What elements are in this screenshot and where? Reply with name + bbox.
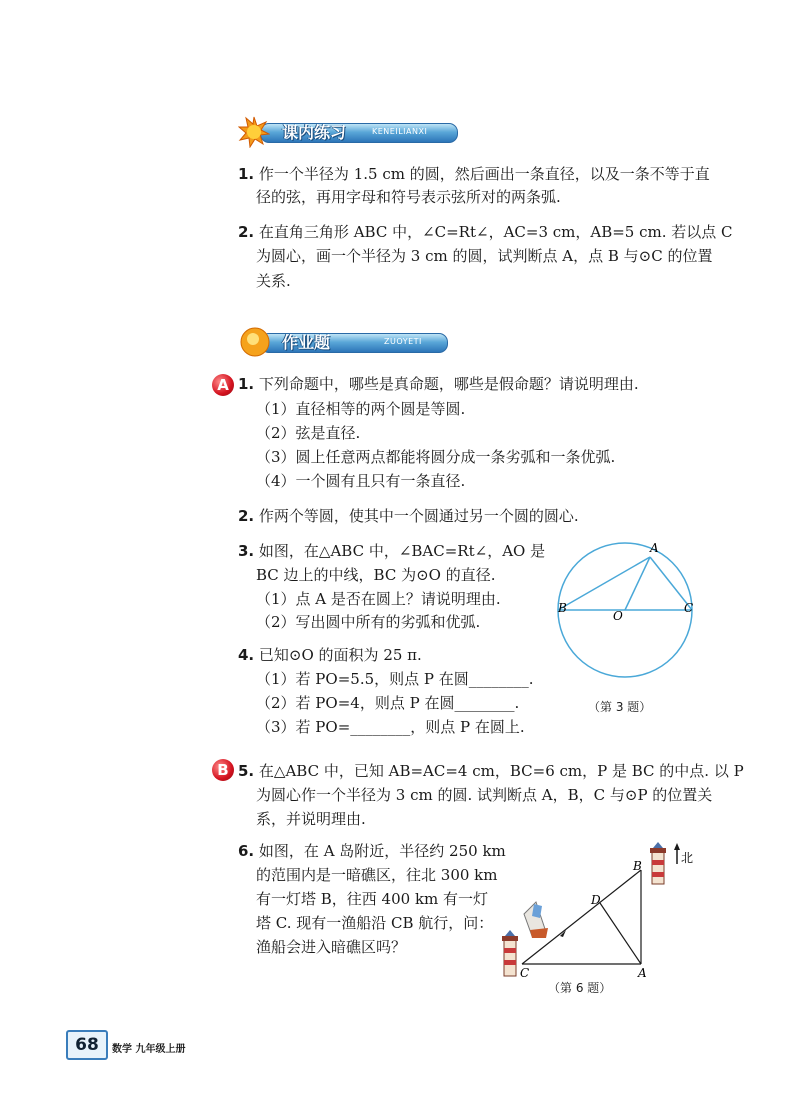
problem-1-line-1 xyxy=(238,373,639,395)
label-a: A xyxy=(638,966,647,980)
exercise-number: 2. xyxy=(238,223,255,241)
problem-3-sub-2: （2）写出圆中所有的劣弧和优弧. xyxy=(256,613,481,631)
label-a: A xyxy=(650,541,659,555)
problem-6-line-4: 塔 C. 现有一渔船沿 CB 航行，问： xyxy=(256,914,494,932)
exercise-text: 作一个半径为 1.5 cm 的圆，然后画出一条直径，以及一条不等于直 xyxy=(258,165,710,183)
exercise-2-line-1 xyxy=(238,221,733,243)
exercise-1-line-1 xyxy=(238,163,710,185)
problem-number: 6. xyxy=(238,842,255,860)
exercise-2-line-3: 关系. xyxy=(256,272,291,290)
fishing-boat-icon xyxy=(524,902,548,938)
problem-number: 1. xyxy=(238,375,255,393)
section-banner-homework xyxy=(238,330,448,354)
side-ba xyxy=(558,557,650,610)
problem-text: 作两个等圆，使其中一个圆通过另一个圆的圆心. xyxy=(258,507,579,525)
problem-text: 如图，在△ABC 中，∠BAC=Rt∠，AO 是 xyxy=(258,542,546,560)
problem-1-sub-4: （4）一个圆有且只有一条直径. xyxy=(256,472,466,490)
label-d: D xyxy=(591,893,601,907)
problem-6-line-1 xyxy=(238,840,506,862)
sun-icon xyxy=(238,325,272,359)
problem-text: 在△ABC 中，已知 AB=AC=4 cm，BC=6 cm，P 是 BC 的中点. 以 P xyxy=(258,762,744,780)
banner-title: 作业题 xyxy=(282,333,331,352)
exercise-2-line-2: 为圆心，画一个半径为 3 cm 的圆，试判断点 A，点 B 与⊙C 的位置 xyxy=(256,247,713,265)
lighthouse-c-icon xyxy=(502,930,518,976)
problem-number: 2. xyxy=(238,507,255,525)
page-number: 68 xyxy=(66,1030,108,1060)
lighthouse-b-icon xyxy=(650,842,666,884)
level-a-badge: A xyxy=(212,374,234,396)
problem-3-sub-1: （1）点 A 是否在圆上？请说明理由. xyxy=(256,590,501,608)
problem-6-line-2: 的范围内是一暗礁区，往北 300 km xyxy=(256,866,498,884)
problem-number: 3. xyxy=(238,542,255,560)
banner-pinyin: ZUOYETI xyxy=(384,337,422,346)
exercise-text: 在直角三角形 ABC 中，∠C=Rt∠，AC=3 cm，AB=5 cm. 若以点 C xyxy=(258,223,733,241)
problem-4-line-1 xyxy=(238,644,422,666)
problem-4-sub-3: （3）若 PO=________，则点 P 在圆上. xyxy=(256,718,525,736)
problem-3-line-1 xyxy=(238,540,545,562)
problem-number: 4. xyxy=(238,646,255,664)
problem-5-line-2: 为圆心作一个半径为 3 cm 的圆. 试判断点 A，B，C 与⊙P 的位置关 xyxy=(256,786,713,804)
problem-text: 如图，在 A 岛附近，半径约 250 km xyxy=(258,842,506,860)
label-c: C xyxy=(684,601,694,615)
north-label: 北 xyxy=(681,851,694,865)
problem-2-line-1 xyxy=(238,505,579,527)
problem-text: 下列命题中，哪些是真命题，哪些是假命题？请说明理由. xyxy=(258,375,639,393)
level-b-badge: B xyxy=(212,759,234,781)
problem-6-line-5: 渔船会进入暗礁区吗？ xyxy=(256,938,407,956)
label-o: O xyxy=(613,609,623,623)
label-c: C xyxy=(520,966,530,980)
exercise-number: 1. xyxy=(238,165,255,183)
starburst-icon xyxy=(238,116,270,148)
banner-pinyin: KENEILIANXI xyxy=(372,127,428,136)
north-arrow-head xyxy=(674,843,680,850)
problem-number: 5. xyxy=(238,762,255,780)
problem-3-line-2: BC 边上的中线，BC 为⊙O 的直径. xyxy=(256,566,496,584)
problem-text: 已知⊙O 的面积为 25 π. xyxy=(258,646,422,664)
problem-1-sub-3: （3）圆上任意两点都能将圆分成一条劣弧和一条优弧. xyxy=(256,448,616,466)
book-title: 数学 九年级上册 xyxy=(112,1044,186,1055)
problem-6-line-3: 有一灯塔 B，往西 400 km 有一灯 xyxy=(256,890,489,908)
problem-5-line-3: 系，并说明理由. xyxy=(256,810,366,828)
figure-6-caption: （第 6 题） xyxy=(548,981,612,995)
figure-6-map-diagram xyxy=(496,840,706,980)
figure-3-circle-diagram xyxy=(550,540,710,690)
section-banner-exercises xyxy=(238,120,458,144)
label-b: B xyxy=(633,859,642,873)
segment-ad xyxy=(600,903,641,964)
problem-1-sub-2: （2）弦是直径. xyxy=(256,424,361,442)
exercise-1-line-2: 径的弦，再用字母和符号表示弦所对的两条弧. xyxy=(256,188,561,206)
problem-5-line-1 xyxy=(238,760,744,782)
banner-title: 课内练习 xyxy=(282,123,347,142)
problem-1-sub-1: （1）直径相等的两个圆是等圆. xyxy=(256,400,466,418)
label-b: B xyxy=(558,601,567,615)
problem-4-sub-2: （2）若 PO=4，则点 P 在圆________. xyxy=(256,694,520,712)
problem-4-sub-1: （1）若 PO=5.5，则点 P 在圆________. xyxy=(256,670,534,688)
figure-3-caption: （第 3 题） xyxy=(588,700,652,714)
